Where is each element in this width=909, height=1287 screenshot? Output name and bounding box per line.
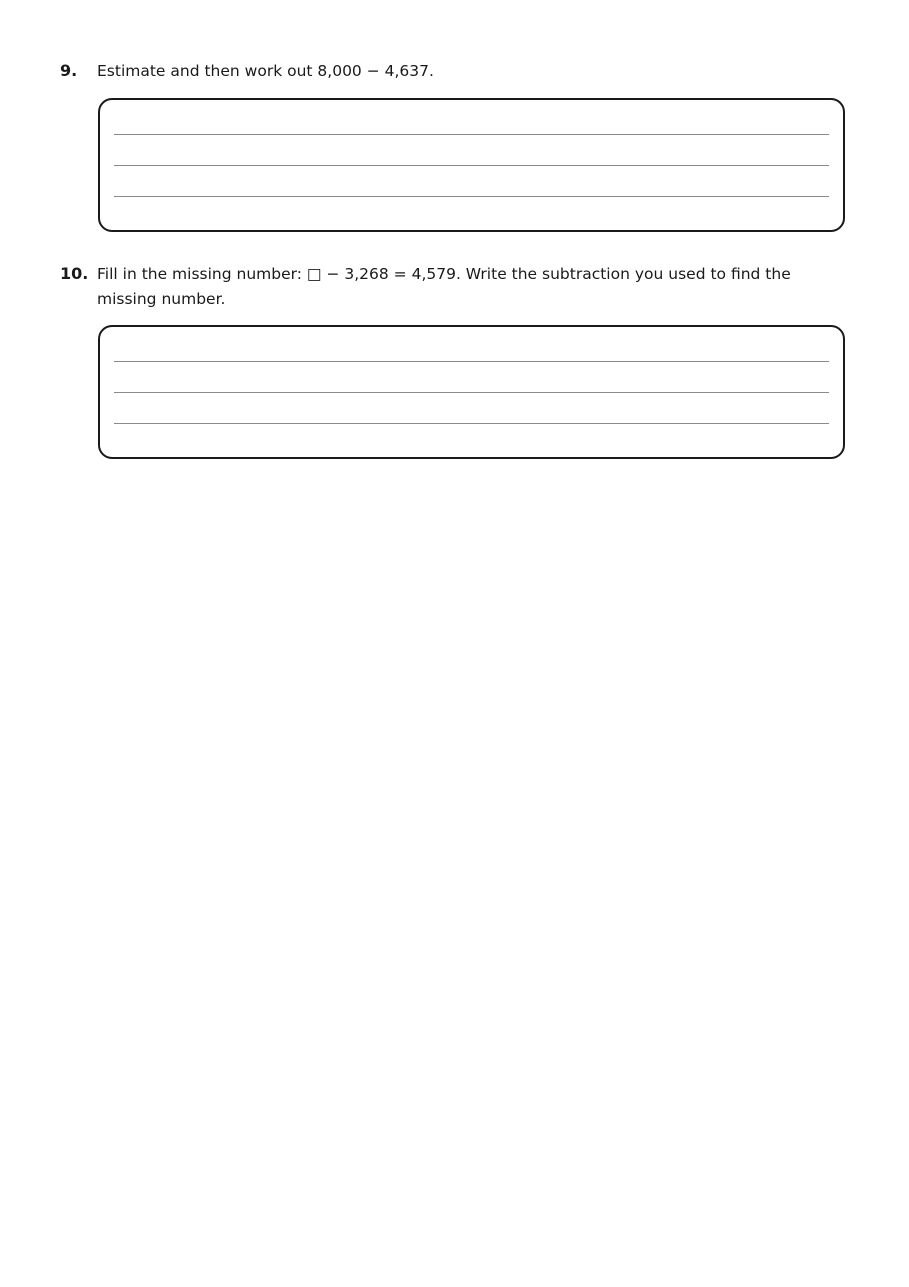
answer-line (114, 423, 829, 424)
question-number: 10. (60, 264, 89, 283)
question-text: Fill in the missing number: □ − 3,268 = 4,579. Write the subtraction you used to find the missing number. (97, 265, 791, 308)
question-text: Estimate and then work out 8,000 − 4,637. (97, 62, 434, 80)
answer-line (114, 392, 829, 393)
answer-box-10[interactable] (98, 325, 845, 459)
question-number: 9. (60, 61, 78, 80)
answer-box-9[interactable] (98, 98, 845, 232)
answer-line (114, 134, 829, 135)
answer-line (114, 165, 829, 166)
answer-line (114, 361, 829, 362)
answer-line (114, 196, 829, 197)
